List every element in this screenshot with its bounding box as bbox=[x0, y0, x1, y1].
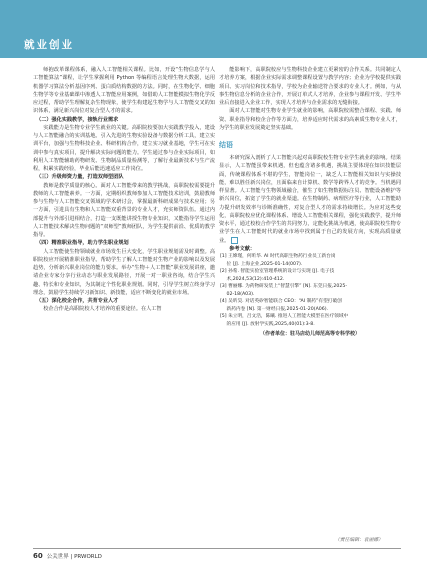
reference-line: [3] 曹丽娜. 为药物研发装上“智慧引擎” [N]. 东莞日报,2025- bbox=[219, 284, 348, 289]
paragraph: 能影响下，高职院校应与生物科技企业建立更紧密的合作关系。共同制定人才培养方案，根据企业实际需求调整课程设置与教学内容；企业为学校提供实践项目、实习岗位和技术指导，学校为企业输送符合要求的专业人才。例如，与从事生物信息分析的企业合作，开展订单式人才培养，企业参与课程开发、学生毕业后直接进入企业工作，实现人才培养与企业需求的无缝衔接。 bbox=[219, 67, 401, 106]
reference-line: 02-18(A03). bbox=[226, 291, 255, 297]
left-column bbox=[33, 66, 215, 314]
header-banner bbox=[0, 0, 427, 58]
reference-item bbox=[219, 283, 401, 298]
section-title: 就业创业 bbox=[24, 39, 74, 51]
reference-line: 位 [J]. 上海企业,2025-01-14(007). bbox=[226, 261, 303, 267]
page-footer bbox=[33, 552, 102, 560]
magazine-name: 公关世界 | PRWORLD bbox=[46, 554, 102, 560]
reference-line: 新药内卷 [N]. 第一财经日报,2025-01-20(A06). bbox=[226, 306, 329, 312]
reference-line: 的应用 [J]. 放射学实践,2025,40(01):3-8. bbox=[226, 321, 315, 327]
reference-line: [1] 王嫦瑾，何昕华. AI 时代高职生物药行业员工新台岗 bbox=[219, 254, 336, 259]
reference-item bbox=[219, 268, 401, 283]
paragraph: 人工智能使生物领域就业市场发生巨大变化，学生职业规划需及时调整。高职院校应开展精准职业指导。帮助学生了解人工智能对生物产业的影响以及发展趋势，分析新兴职业岗位的能力要求。举办“生物＋人工智能”职业发展讲座，邀请企业专家分享行业动态与职业发展路径，开展一对一职业咨询，结合学生兴趣、特长和专业知识，为其制定个性化职业规划。同时，引导学生树立终身学习理念，鼓励学生持续学习新知识、新技能，适应不断变化的就业市场。 bbox=[33, 248, 215, 296]
end-mark-icon bbox=[231, 237, 238, 244]
subheading: （四）精准职业指导，助力学生职业规划 bbox=[36, 240, 129, 247]
paragraph: 师抱改革课程体系，融入人工智能相关课程。比如，开设“生物信息学与人工智能算法”课程，让学生掌握利用 Python 等编程语言处理生物大数据，运用机器学习算法分析基因序列、蛋白质结构数据的方法。同时，在生物化学、细胞生物学等专业基础课中渗透人工智能应用案例，如借助人工智能模拟生物化学反应过程，帮助学生理解复杂生物现象，使学生构建起生物学与人工智能交叉的知识体系，满足新兴岗位对复合型人才的需求。 bbox=[33, 67, 215, 115]
subheading: （二）强化实践教学，接轨行业需求 bbox=[36, 116, 119, 123]
subheading: （三）升级师资力量，打造双师型团队 bbox=[36, 174, 124, 181]
reference-item bbox=[219, 253, 401, 268]
conclusion-text: 本研究深入剖析了人工智能兴起对高职院校生物专业学生就业的影响。结果显示，人工智能虽带来机遇，但也蕴含诸多机遇，挑战主要体现在知识技能层面，传统课程体系不堪的学生，智能岗位一，缺乏人工智能相关知识与实操技能，难以胜任新兴岗位，且面临来自计算机、数学等跨界人才的竞争。当机遇同样显著。人工智能与生物领域融合，催生了如生物数据标注员、智能设备维护等新兴岗位，拓宽了学生的就业渠道。在生物制药、病理医疗等行业，人工智能助力提升研发效率与诊断准确性，对复合型人才的需求持续增长。为应对这些变化，高职院校应优化课程体系、增设人工智能相关课程，强化实践教学，提升师资水平，通过校校合作学生的共同努力，定能化挑战为机遇，使高职院校生物专业学生在人工智能时代的就业市场中找到属于自己的发展方向，实现高质量就业。 bbox=[219, 155, 401, 244]
subheading: （五）深化校企合作，共育专业人才 bbox=[36, 298, 119, 304]
paragraph: 实践能力是生物专业学生就业的关键。高职院校要加大实践教学投入，建设与人工智能融合的实训基地。引入先进的生物实验设备与数据分析工具，建立实训平台，加强与生物科技企业、科研机构合作，建立实习就业基地，学生可在实训中参与真实项目，提升解决实际问题的能力。学生通过参与企业实际项目，如利用人工智能辅助药物研发、生物制品质量检测等，了解行业最新技术与生产流程，积累实践经验，毕业后能迅速适应工作岗位。 bbox=[33, 124, 215, 172]
right-column bbox=[219, 66, 401, 338]
reference-line: [4] 吴昕昊. 对话英矽智能联合 CEO：“AI 制药”有望打破创 bbox=[219, 299, 342, 304]
editor-credit: （责任编辑：袁丽娜） bbox=[335, 538, 383, 543]
footer-divider bbox=[33, 548, 401, 549]
reference-item bbox=[219, 298, 401, 313]
reference-line: [5] 朱立明，吕文浩，陈曦. 推进人工智能大模型在医疗领域中 bbox=[219, 314, 349, 319]
paragraph: 校企合作是高职院校人才培养的重要途径。在人工智 bbox=[43, 306, 162, 313]
references-heading: 参考文献： bbox=[229, 245, 255, 252]
reference-line: [2] 孙希. 智能实验室管理系统的设计与实现 [J]. 电子技 bbox=[219, 269, 335, 274]
paragraph: 教师是教学质量的核心。面对人工智能带来的教学挑战，高职院校需要提升教师的人工智能素养。一方面，定期组织教师参加人工智能技术培训，鼓励教师参与生物与人工智能交叉领域的学术研讨会，掌握最新科研成果与技术应用；另一方面，引进具有生物和人工智能双重背景的专业人才，充实师资队伍。通过内部提升与外部引进相结合，打造一支既能讲授生物专业知识，又能指导学生运用人工智能技术解决生物问题的“双师型”教师团队，为学生提供前沿、优质的教学指导。 bbox=[33, 182, 215, 238]
reference-line: 术,2024,53(12):410-412. bbox=[226, 276, 285, 282]
conclusion-paragraph bbox=[219, 154, 401, 245]
page-number: 60 bbox=[33, 552, 43, 560]
reference-item bbox=[219, 313, 401, 328]
author-affiliation: （作者单位：驻马店幼儿师范高等专科学校） bbox=[259, 331, 360, 337]
conclusion-heading: 结语 bbox=[219, 141, 233, 149]
paragraph: 面对人工智能对生物专业学生就业的影响，高职院校需整合课程、实践、师资、职业指导和校企合作等方面力，培养适应时代需求的高素质生物专业人才，为学生的职业发展奠定坚实基础。 bbox=[219, 108, 401, 131]
